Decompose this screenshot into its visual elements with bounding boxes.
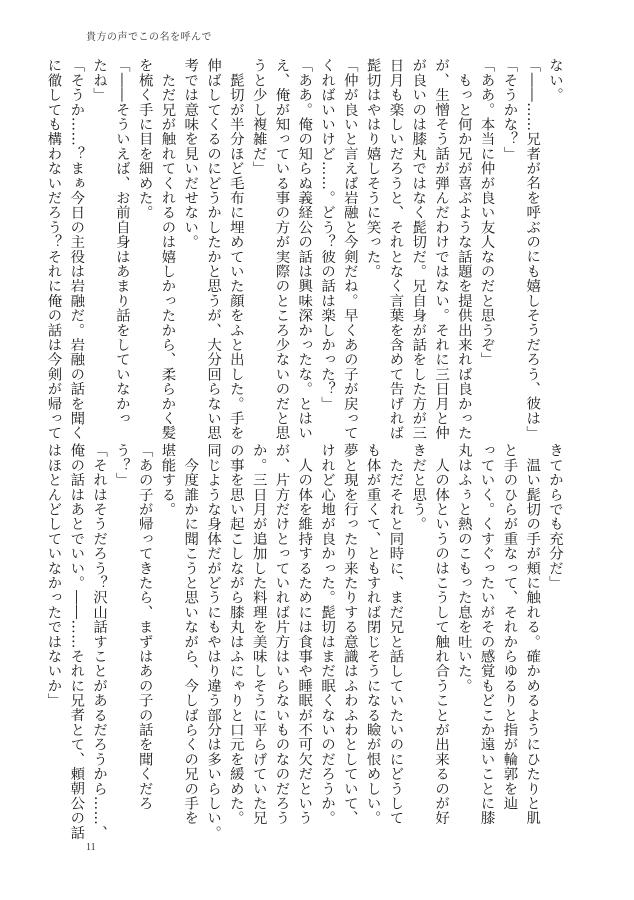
text-line: たね」: [91, 58, 108, 103]
text-line: けれど心地が良かった。髭切はまだ眠くないのだろうか。: [319, 443, 336, 826]
text-line: 堪能する。: [159, 443, 176, 517]
text-line: きてからでも充分だ」: [547, 443, 563, 590]
text-line: 髭切が半分ほど毛布に埋めていた顔をふと出した。手を: [227, 58, 244, 441]
text-line: 俺の話はあとでいい。――……それに兄者とて、頼朝公の話: [68, 443, 85, 840]
text-line: くればいいけど……。どう？彼の話は楽しかった？」: [319, 58, 336, 411]
text-line: 「ああ。俺の知らぬ義経公の話は興味深かったな。とはい: [296, 58, 313, 441]
text-line: う？」: [113, 443, 130, 488]
text-line: を梳く手に目を細めた。: [136, 58, 153, 220]
text-line: 「――そういえば、お前自身はあまり話をしていなかっ: [113, 58, 130, 426]
text-line: に徹しても構わないだろう？それに俺の話は今剣が帰って: [45, 58, 62, 441]
text-line: はほとんどしていなかったではないか」: [45, 443, 62, 708]
text-line: うと少し複雑だ」: [250, 58, 267, 176]
text-line: が良いのは膝丸ではなく髭切だ。兄自身が話をした方が三: [410, 58, 427, 441]
text-line: 「仲が良いと言えば岩融と今剣だね。早くあの子が戻って: [341, 58, 358, 441]
upper-text-block: [45, 58, 566, 441]
text-line: 日月も楽しいだろうと、それとなく言葉を含めて告げれば: [387, 58, 404, 441]
text-line: か。三日月が追加した料理を美味しそうに平らげていた兄: [250, 443, 267, 826]
text-line: 温い髭切の手が頬に触れる。確かめるようにひたりと肌: [524, 443, 541, 826]
page-number: 11: [86, 842, 96, 853]
text-line: が、生憎そう話が弾んだわけではない。それに三日月と仲: [433, 58, 450, 441]
text-line: 人の体を維持するためには食事や睡眠が不可欠だという: [296, 443, 313, 826]
running-head: 貴方の声でこの名を呼んで: [86, 32, 212, 43]
text-line: 「――……兄者が名を呼ぶのにも嬉しそうだろう、彼は」: [524, 58, 541, 441]
text-line: ただそれと同時に、まだ兄と話していたいのにどうして: [387, 443, 404, 826]
text-line: 人の体というのはこうして触れ合うことが出来るのが好: [433, 443, 450, 826]
text-line: 伸ばしてくるのにどうかしたかと思うが、大分回らない思: [205, 58, 222, 441]
text-line: 丸はふぅと熱のこもった息を吐いた。: [455, 443, 472, 693]
text-line: え、俺が知っている事の方が実際のところ少ないのだと思: [273, 58, 290, 441]
text-line: 今度誰かに聞こうと思いながら、今しばらくの兄の手を: [182, 443, 199, 826]
text-line: 髭切はやはり嬉しそうに笑った。: [364, 58, 381, 279]
text-line: 夢と現を行ったり来たりする意識はふわふわとしていて、: [341, 443, 358, 826]
text-line: っていく。くすぐったいがその感覚もどこか遠いことに膝: [478, 443, 495, 826]
text-line: 「あの子が帰ってきたら、まずはあの子の話を聞くだろ: [136, 443, 153, 811]
text-line: 「ああ。本当に仲が良い友人なのだと思うぞ」: [478, 58, 495, 367]
text-line: 「それはそうだろう？沢山話すことがあるだろうから……、: [91, 443, 108, 840]
text-line: も体が重くて、ともすれば閉じそうになる瞼が恨めしい。: [364, 443, 381, 826]
lower-text-block: [45, 443, 566, 840]
text-line: ただ兄が触れてくれるのは嬉しかったから、柔らかく髪: [159, 58, 176, 441]
text-line: の事を思い起こしながら膝丸はふにゃりと口元を緩めた。: [227, 443, 244, 826]
text-line: きだと思う。: [410, 443, 427, 532]
text-line: もっと何か兄が喜ぶような話題を提供出来れば良かった: [455, 58, 472, 441]
text-line: と手のひらが重なって、それからゆるりと指が輪郭を辿: [501, 443, 518, 811]
text-line: が、片方だけとっていれば片方はいらないものなのだろう: [273, 443, 290, 826]
text-line: 「そうかな？」: [501, 58, 518, 161]
text-line: 「そうか……？まぁ今日の主役は岩融だ。岩融の話を聞く: [68, 58, 85, 441]
text-line: 同じような身体だがどうにもやはり違う部分は多いらしい。: [205, 443, 222, 840]
text-line: 考では意味を見いだせない。: [182, 58, 199, 250]
text-line: ない。: [547, 58, 563, 103]
